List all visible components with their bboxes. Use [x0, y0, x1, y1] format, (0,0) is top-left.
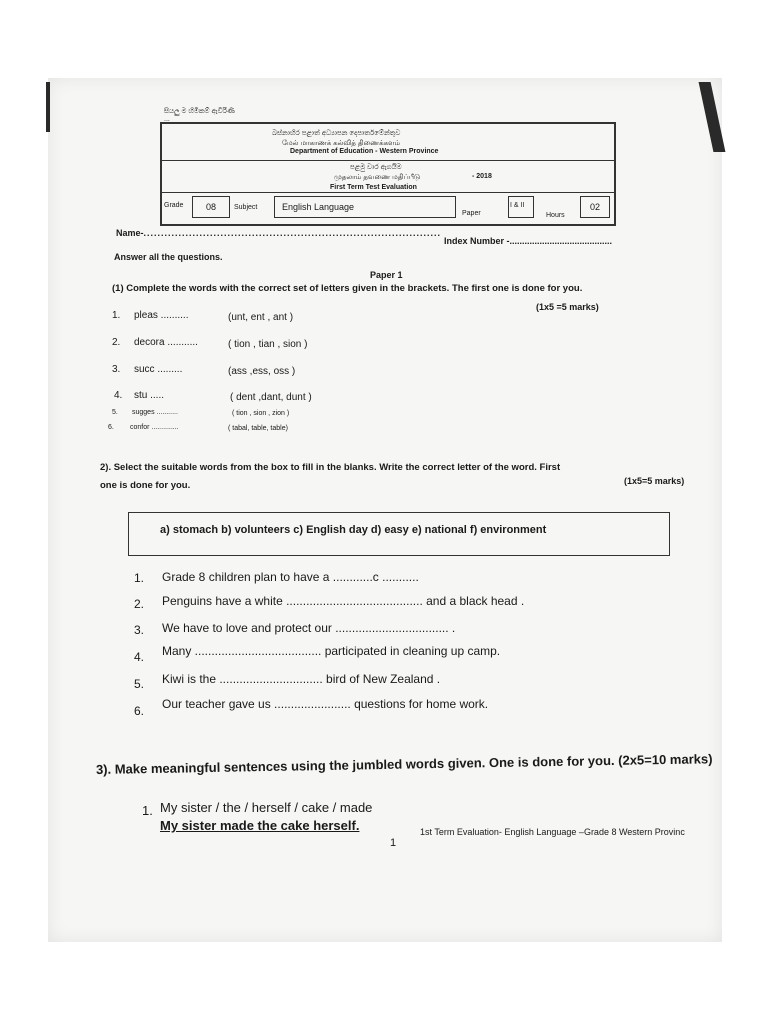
instructions: Answer all the questions. — [114, 252, 223, 262]
q2-item-num: 4. — [134, 650, 145, 664]
paper-title: Paper 1 — [370, 270, 403, 280]
q3-example-num: 1. — [142, 803, 153, 818]
term-english: First Term Test Evaluation — [330, 184, 417, 191]
paper-value: I & II — [510, 202, 525, 209]
header-divider — [162, 160, 614, 161]
q1-instruction: (1) Complete the words with the correct set of letters given in the brackets. The first one is done for you. — [112, 283, 583, 294]
q2-item-text: Grade 8 children plan to have a ............c ........... — [162, 570, 419, 584]
q2-item-num: 5. — [134, 677, 145, 691]
header-divider-2 — [162, 192, 614, 193]
q1-item-word: sugges ........... — [132, 409, 178, 416]
q2-item-text: Kiwi is the ............................... bird of New Zealand . — [162, 672, 441, 686]
paper-label: Paper — [462, 210, 481, 217]
index-number-label: Index Number -......................................... — [444, 236, 613, 246]
q1-item-word: confor .............. — [130, 424, 179, 431]
q1-item-options: ( dent ,dant, dunt ) — [230, 392, 312, 403]
q2-item-text: We have to love and protect our .................................. . — [162, 621, 456, 635]
subject-value: English Language — [282, 202, 355, 212]
q1-item-options: (ass ,ess, oss ) — [228, 366, 296, 377]
q2-instruction-2: one is done for you. — [100, 480, 191, 491]
q2-item-text: Our teacher gave us ....................... questions for home work. — [162, 697, 489, 711]
dept-line-english: Department of Education - Western Province — [290, 148, 439, 155]
q2-marks: (1x5=5 marks) — [624, 476, 685, 486]
q1-item-num: 5. — [112, 409, 118, 416]
q1-item-options: ( tion , sion , zion ) — [232, 410, 290, 417]
year: - 2018 — [472, 173, 492, 180]
name-label: Name-..................................................................................... — [116, 228, 442, 238]
q3-example-answer: My sister made the cake herself. — [160, 818, 360, 833]
q3-example-words: My sister / the / herself / cake / made — [160, 800, 373, 815]
exam-header-box — [160, 122, 616, 226]
hours-value: 02 — [590, 202, 601, 212]
term-sinhala: පළමු වාර ඇගයීම — [350, 164, 402, 171]
page-number: 1 — [390, 837, 397, 849]
footer-text: 1st Term Evaluation- English Language –Grade 8 Western Provinc — [420, 827, 685, 837]
q2-item-text: Penguins have a white ......................................... and a black head . — [162, 594, 525, 608]
q1-item-num: 1. — [112, 310, 121, 321]
q1-item-num: 4. — [114, 390, 123, 401]
subject-label: Subject — [234, 204, 258, 211]
q1-item-num: 3. — [112, 364, 121, 375]
grade-label: Grade — [164, 202, 184, 209]
q2-item-num: 2. — [134, 597, 145, 611]
q1-item-options: ( tion , tian , sion ) — [228, 339, 308, 350]
q2-item-num: 3. — [134, 623, 145, 637]
term-tamil: முதலாம் தவணை மதிப்பீடு — [334, 174, 421, 181]
q2-instruction: 2). Select the suitable words from the box to fill in the blanks. Write the correct letter of the word. First — [100, 462, 561, 473]
rights-line: සියලු ම හිමිකම් ඇවිරිණි — [164, 108, 235, 115]
word-box-options: a) stomach b) volunteers c) English day d) easy e) national f) environment — [160, 524, 547, 536]
q1-item-word: pleas .......... — [134, 310, 189, 321]
q1-marks: (1x5 =5 marks) — [536, 302, 599, 312]
q1-item-options: ( tabal, table, table) — [228, 425, 288, 432]
dept-line-tamil: மேல் மாகாணக் கல்வித் திணைக்களம் — [282, 140, 401, 147]
q2-item-num: 6. — [134, 704, 145, 718]
dept-line-sinhala: බස්නාහිර පළාත් අධ්‍යාපන දෙපාර්තමේන්තුව — [272, 130, 401, 137]
q1-item-options: (unt, ent , ant ) — [228, 312, 294, 323]
q3-instruction: 3). Make meaningful sentences using the jumbled words given. One is done for you. (2x5=10 marks) — [95, 751, 713, 777]
q1-item-word: stu ..... — [134, 390, 165, 401]
grade-value: 08 — [206, 202, 217, 212]
hours-label: Hours — [546, 212, 565, 219]
q1-item-word: succ ......... — [134, 364, 183, 375]
q2-item-num: 1. — [134, 571, 145, 585]
q1-item-num: 2. — [112, 337, 121, 348]
q2-item-text: Many ...................................... participated in cleaning up camp. — [162, 644, 501, 658]
q1-item-word: decora ........... — [134, 337, 198, 348]
scan-edge-mark-left — [46, 82, 50, 132]
rights-line-2: ... — [164, 116, 170, 123]
q1-item-num: 6. — [108, 424, 114, 431]
